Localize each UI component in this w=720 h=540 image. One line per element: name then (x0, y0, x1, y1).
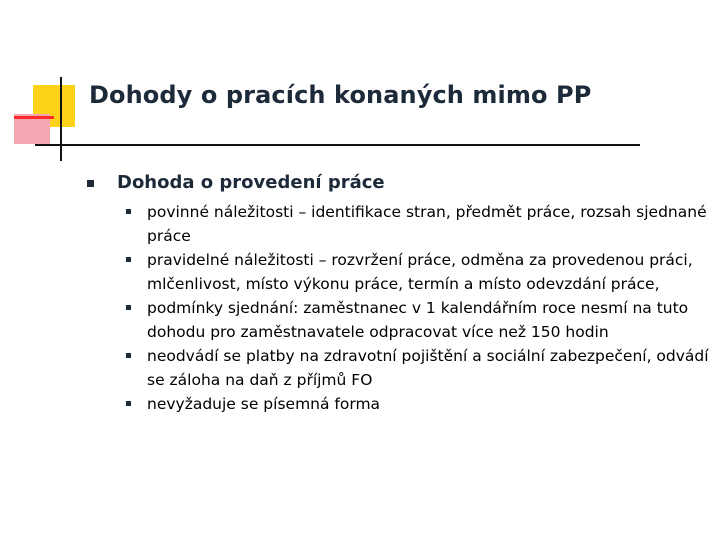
square-bullet-icon (126, 257, 131, 262)
sub-bullet-text: neodvádí se platby na zdravotní pojištění a sociální zabezpečení, odvádí se záloha na daň z příjmů FO (147, 347, 709, 389)
sub-bullet-item (126, 296, 718, 344)
decor-vertical-rule (60, 77, 62, 161)
sub-bullet-text: povinné náležitosti – identifikace stran, předmět práce, rozsah sjednané práce (147, 203, 707, 245)
main-bullet (87, 172, 707, 194)
slide-title: Dohody o pracích konaných mimo PP (89, 81, 592, 109)
sub-bullet-item (126, 200, 718, 248)
title-underline-rule (35, 144, 640, 146)
sub-bullet-list (126, 200, 718, 416)
sub-bullet-item (126, 248, 718, 296)
square-bullet-icon (126, 209, 131, 214)
square-bullet-icon (126, 353, 131, 358)
sub-bullet-text: nevyžaduje se písemná forma (147, 395, 381, 413)
square-bullet-icon (126, 305, 131, 310)
sub-bullet-text: pravidelné náležitosti – rozvržení práce, odměna za provedenou práci, mlčenlivost, místo výkonu práce, termín a místo odevzdání práce, (147, 251, 693, 293)
square-bullet-icon (126, 401, 131, 406)
main-bullet-heading: Dohoda o provedení práce (117, 172, 385, 193)
square-bullet-icon (87, 180, 94, 187)
decor-red-line (14, 116, 54, 119)
sub-bullet-item (126, 392, 718, 416)
sub-bullet-item (126, 344, 718, 392)
sub-bullet-text: podmínky sjednání: zaměstnanec v 1 kalendářním roce nesmí na tuto dohodu pro zaměstnavatele odpracovat více než 150 hodin (147, 299, 689, 341)
